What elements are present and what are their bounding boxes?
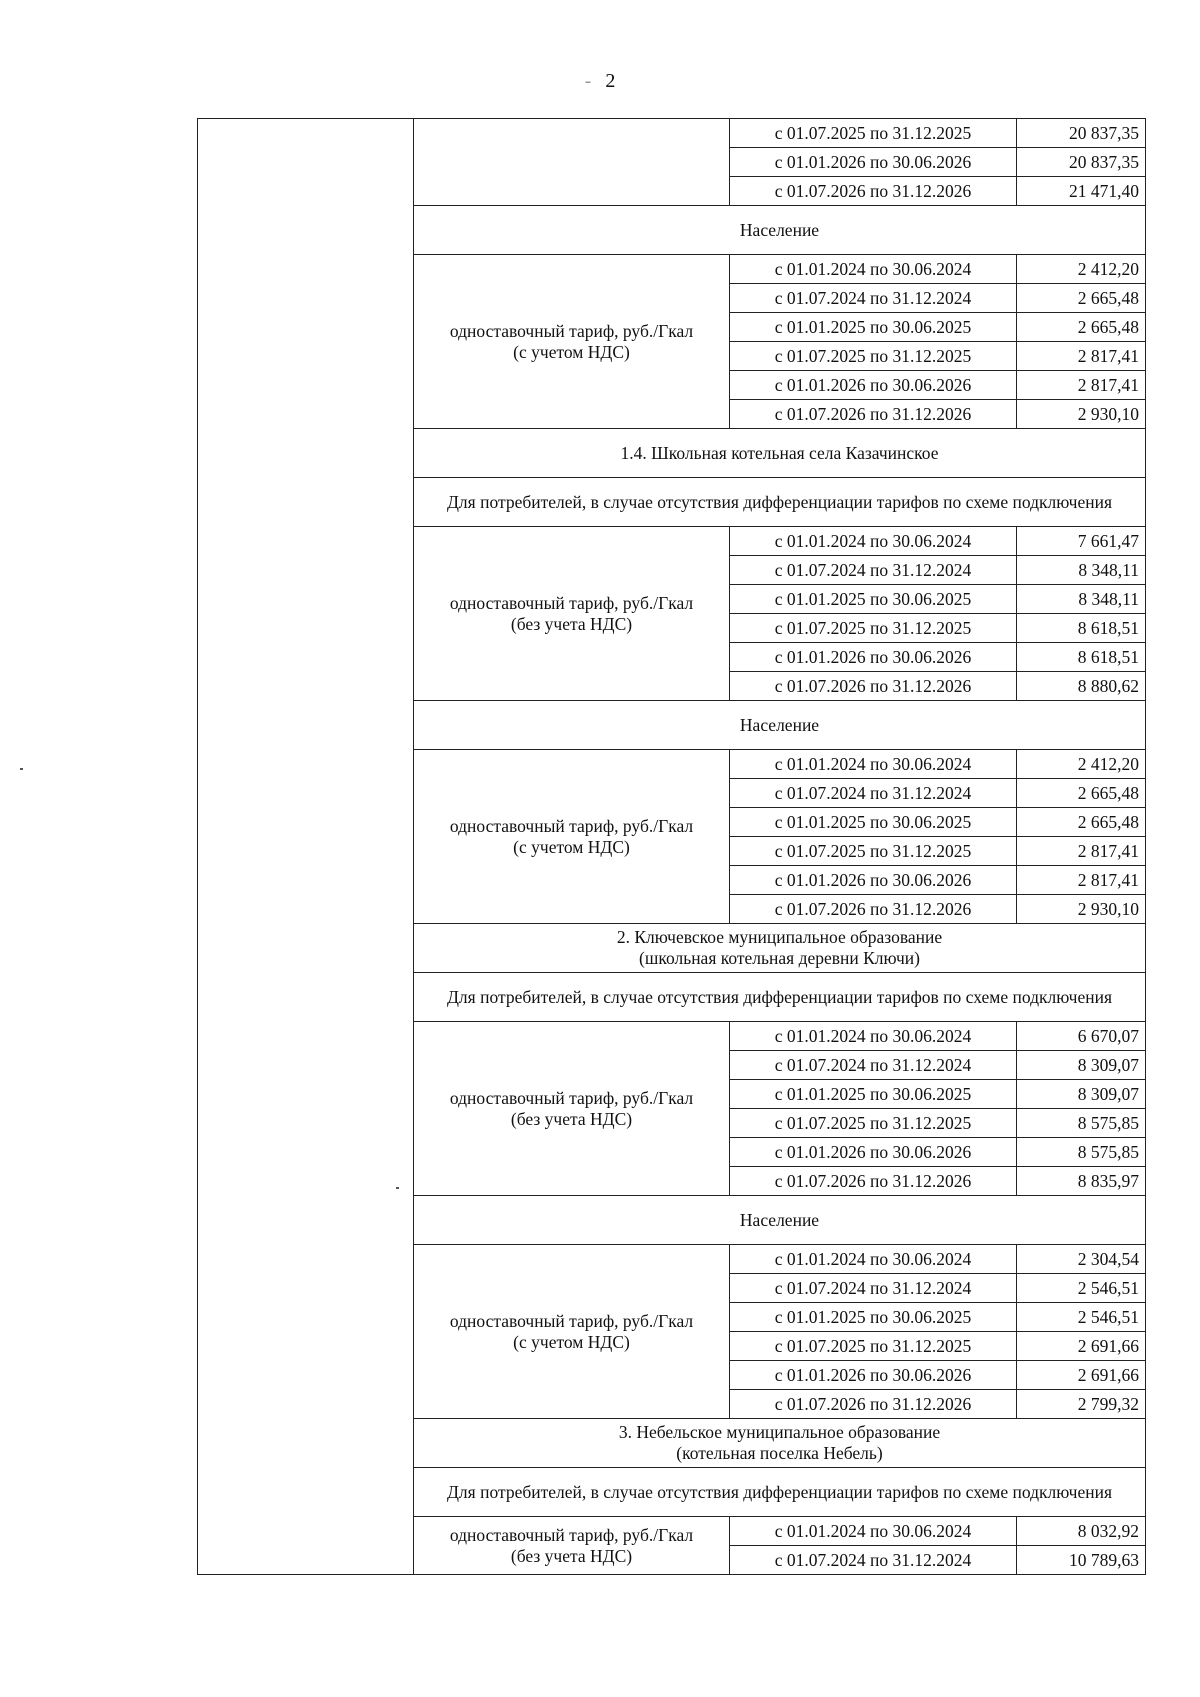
tariff-name-cell bbox=[414, 255, 730, 429]
section-label-population: Население bbox=[414, 701, 1146, 750]
page-number-dash: - bbox=[584, 70, 592, 92]
period-cell: с 01.07.2026 по 31.12.2026 bbox=[730, 400, 1017, 429]
period-cell: с 01.07.2026 по 31.12.2026 bbox=[730, 895, 1017, 924]
tariff-name-line: одноставочный тариф, руб./Гкал bbox=[449, 1524, 694, 1545]
value-cell: 2 412,20 bbox=[1017, 750, 1146, 779]
period-cell: с 01.07.2025 по 31.12.2025 bbox=[730, 119, 1017, 148]
tariff-vat-note: (без учета НДС) bbox=[510, 1108, 633, 1129]
tariff-name-line: одноставочный тариф, руб./Гкал bbox=[449, 1087, 694, 1108]
value-cell: 8 880,62 bbox=[1017, 672, 1146, 701]
period-cell: с 01.01.2025 по 30.06.2025 bbox=[730, 1303, 1017, 1332]
tariff-name-line: одноставочный тариф, руб./Гкал bbox=[449, 1310, 694, 1331]
tariff-name-line: одноставочный тариф, руб./Гкал bbox=[449, 815, 694, 836]
period-cell: с 01.07.2024 по 31.12.2024 bbox=[730, 779, 1017, 808]
period-cell: с 01.01.2026 по 30.06.2026 bbox=[730, 643, 1017, 672]
tariff-name-cell bbox=[414, 527, 730, 701]
period-cell: с 01.07.2025 по 31.12.2025 bbox=[730, 1332, 1017, 1361]
period-cell: с 01.07.2026 по 31.12.2026 bbox=[730, 1167, 1017, 1196]
value-cell: 7 661,47 bbox=[1017, 527, 1146, 556]
period-cell: с 01.01.2025 по 30.06.2025 bbox=[730, 585, 1017, 614]
value-cell: 2 930,10 bbox=[1017, 400, 1146, 429]
tariff-vat-note: (без учета НДС) bbox=[510, 1545, 633, 1566]
value-cell: 20 837,35 bbox=[1017, 119, 1146, 148]
period-cell: с 01.01.2025 по 30.06.2025 bbox=[730, 1080, 1017, 1109]
value-cell: 2 665,48 bbox=[1017, 779, 1146, 808]
value-cell: 20 837,35 bbox=[1017, 148, 1146, 177]
value-cell: 2 665,48 bbox=[1017, 808, 1146, 837]
value-cell: 2 817,41 bbox=[1017, 866, 1146, 895]
value-cell: 8 309,07 bbox=[1017, 1051, 1146, 1080]
tariff-table bbox=[197, 118, 1146, 1575]
period-cell: с 01.01.2024 по 30.06.2024 bbox=[730, 1022, 1017, 1051]
tariff-name-line: одноставочный тариф, руб./Гкал bbox=[449, 320, 694, 341]
tariff-vat-note: (с учетом НДС) bbox=[513, 341, 630, 362]
period-cell: с 01.01.2026 по 30.06.2026 bbox=[730, 371, 1017, 400]
value-cell: 2 799,32 bbox=[1017, 1390, 1146, 1419]
value-cell: 2 665,48 bbox=[1017, 313, 1146, 342]
value-cell: 2 817,41 bbox=[1017, 837, 1146, 866]
period-cell: с 01.01.2024 по 30.06.2024 bbox=[730, 527, 1017, 556]
period-cell: с 01.01.2025 по 30.06.2025 bbox=[730, 808, 1017, 837]
scan-speck bbox=[20, 768, 23, 770]
period-cell: с 01.01.2024 по 30.06.2024 bbox=[730, 1517, 1017, 1546]
tariff-name-cell bbox=[414, 1517, 730, 1575]
period-cell: с 01.01.2026 по 30.06.2026 bbox=[730, 866, 1017, 895]
section-heading bbox=[414, 924, 1146, 973]
period-cell: с 01.01.2025 по 30.06.2025 bbox=[730, 313, 1017, 342]
table-row bbox=[198, 119, 1146, 148]
value-cell: 2 691,66 bbox=[1017, 1332, 1146, 1361]
value-cell: 2 817,41 bbox=[1017, 342, 1146, 371]
section-heading: 1.4. Школьная котельная села Казачинское bbox=[414, 429, 1146, 478]
period-cell: с 01.01.2026 по 30.06.2026 bbox=[730, 1138, 1017, 1167]
section-label-consumers: Для потребителей, в случае отсутствия дифференциации тарифов по схеме подключения bbox=[414, 973, 1146, 1022]
value-cell: 8 032,92 bbox=[1017, 1517, 1146, 1546]
section-heading-line: 2. Ключевское муниципальное образование bbox=[616, 927, 943, 947]
value-cell: 8 618,51 bbox=[1017, 643, 1146, 672]
value-cell: 2 546,51 bbox=[1017, 1274, 1146, 1303]
period-cell: с 01.07.2026 по 31.12.2026 bbox=[730, 1390, 1017, 1419]
section-heading-line: (школьная котельная деревни Ключи) bbox=[639, 948, 920, 968]
value-cell: 2 665,48 bbox=[1017, 284, 1146, 313]
value-cell: 8 835,97 bbox=[1017, 1167, 1146, 1196]
period-cell: с 01.07.2024 по 31.12.2024 bbox=[730, 1546, 1017, 1575]
section-heading-line: 3. Небельское муниципальное образование bbox=[618, 1422, 941, 1442]
period-cell: с 01.01.2026 по 30.06.2026 bbox=[730, 1361, 1017, 1390]
tariff-vat-note: (без учета НДС) bbox=[510, 613, 633, 634]
period-cell: с 01.07.2025 по 31.12.2025 bbox=[730, 342, 1017, 371]
value-cell: 8 575,85 bbox=[1017, 1138, 1146, 1167]
period-cell: с 01.07.2024 по 31.12.2024 bbox=[730, 284, 1017, 313]
section-label-population: Население bbox=[414, 206, 1146, 255]
value-cell: 8 618,51 bbox=[1017, 614, 1146, 643]
value-cell: 8 348,11 bbox=[1017, 556, 1146, 585]
municipality-column bbox=[198, 119, 414, 1575]
section-heading bbox=[414, 1419, 1146, 1468]
period-cell: с 01.01.2024 по 30.06.2024 bbox=[730, 1245, 1017, 1274]
period-cell: с 01.07.2024 по 31.12.2024 bbox=[730, 556, 1017, 585]
value-cell: 6 670,07 bbox=[1017, 1022, 1146, 1051]
tariff-name-cell bbox=[414, 1022, 730, 1196]
tariff-name-line: одноставочный тариф, руб./Гкал bbox=[449, 592, 694, 613]
period-cell: с 01.07.2024 по 31.12.2024 bbox=[730, 1051, 1017, 1080]
value-cell: 2 930,10 bbox=[1017, 895, 1146, 924]
value-cell: 2 412,20 bbox=[1017, 255, 1146, 284]
value-cell: 10 789,63 bbox=[1017, 1546, 1146, 1575]
tariff-name-cell bbox=[414, 1245, 730, 1419]
section-label-consumers: Для потребителей, в случае отсутствия дифференциации тарифов по схеме подключения bbox=[414, 478, 1146, 527]
value-cell: 2 546,51 bbox=[1017, 1303, 1146, 1332]
section-label-population: Население bbox=[414, 1196, 1146, 1245]
value-cell: 21 471,40 bbox=[1017, 177, 1146, 206]
period-cell: с 01.01.2026 по 30.06.2026 bbox=[730, 148, 1017, 177]
tariff-vat-note: (с учетом НДС) bbox=[513, 1331, 630, 1352]
value-cell: 2 817,41 bbox=[1017, 371, 1146, 400]
period-cell: с 01.07.2025 по 31.12.2025 bbox=[730, 614, 1017, 643]
tariff-name-cell bbox=[414, 750, 730, 924]
period-cell: с 01.07.2024 по 31.12.2024 bbox=[730, 1274, 1017, 1303]
period-cell: с 01.07.2025 по 31.12.2025 bbox=[730, 837, 1017, 866]
page-number-value: 2 bbox=[605, 70, 616, 92]
value-cell: 8 348,11 bbox=[1017, 585, 1146, 614]
period-cell: с 01.07.2026 по 31.12.2026 bbox=[730, 177, 1017, 206]
tariff-name-cell bbox=[414, 119, 730, 206]
section-heading-line: (котельная поселка Небель) bbox=[676, 1443, 883, 1463]
value-cell: 2 691,66 bbox=[1017, 1361, 1146, 1390]
period-cell: с 01.01.2024 по 30.06.2024 bbox=[730, 255, 1017, 284]
value-cell: 8 575,85 bbox=[1017, 1109, 1146, 1138]
period-cell: с 01.01.2024 по 30.06.2024 bbox=[730, 750, 1017, 779]
period-cell: с 01.07.2026 по 31.12.2026 bbox=[730, 672, 1017, 701]
page-number bbox=[0, 70, 1200, 93]
section-label-consumers: Для потребителей, в случае отсутствия дифференциации тарифов по схеме подключения bbox=[414, 1468, 1146, 1517]
value-cell: 8 309,07 bbox=[1017, 1080, 1146, 1109]
period-cell: с 01.07.2025 по 31.12.2025 bbox=[730, 1109, 1017, 1138]
value-cell: 2 304,54 bbox=[1017, 1245, 1146, 1274]
tariff-vat-note: (с учетом НДС) bbox=[513, 836, 630, 857]
